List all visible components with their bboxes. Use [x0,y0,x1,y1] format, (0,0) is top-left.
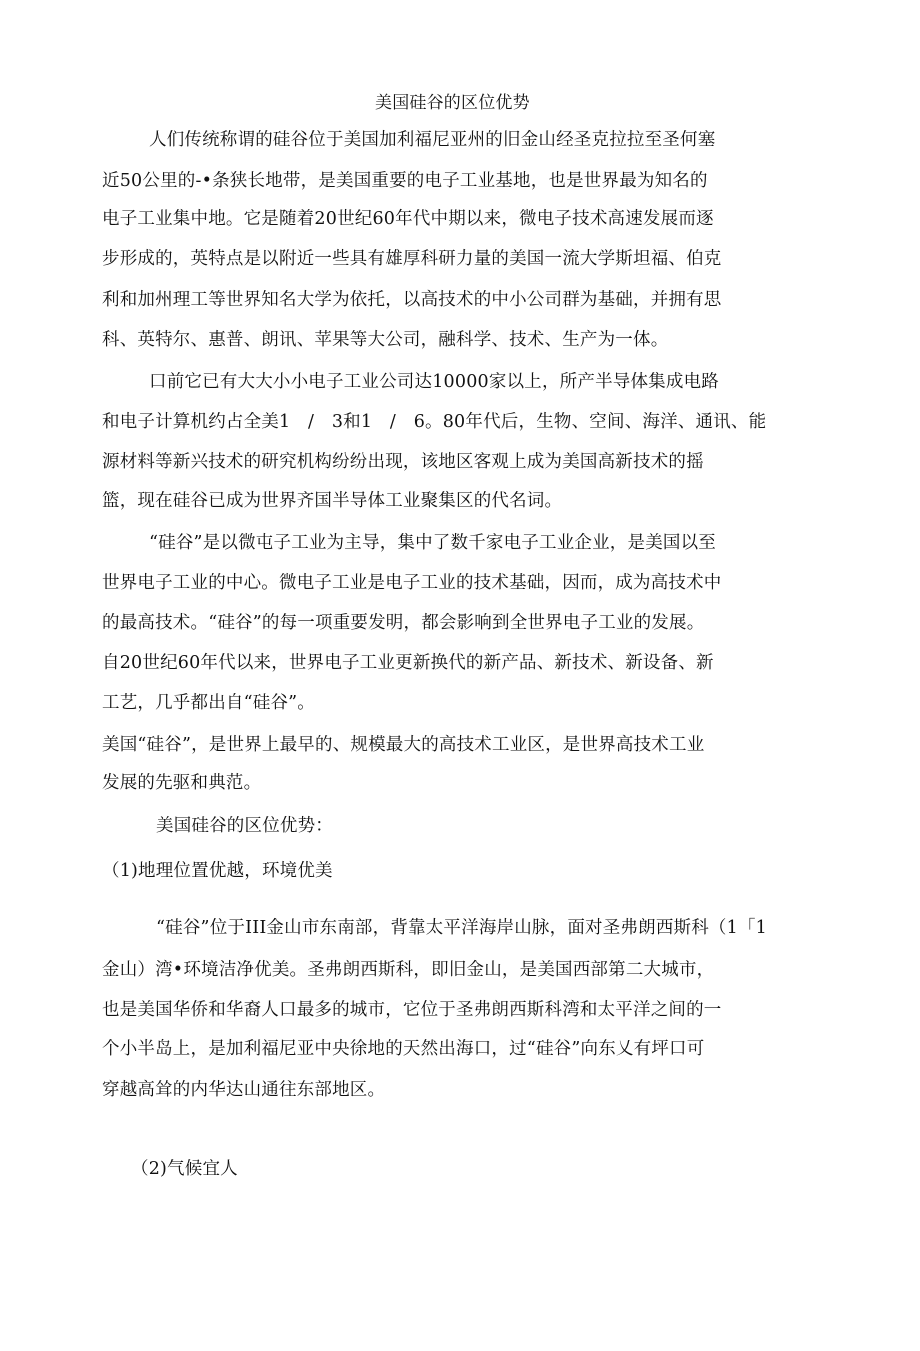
text-line: 电子工业集中地。它是随着20世纪60年代中期以来，微电子技术高速发展而逐 [102,209,714,229]
text-line: 美国“硅谷”，是世界上最早的、规模最大的高技术工业区，是世界高技术工业 [102,735,705,755]
text-line: 自20世纪60年代以来，世界电子工业更新换代的新产品、新技术、新设备、新 [102,653,714,673]
text-line: 个小半岛上，是加利福尼亚中央徐地的天然出海口，过“硅谷”向东乂有坪口可 [102,1039,705,1059]
document-title: 美国硅谷的区位优势 [375,93,530,113]
text-line: 金山）湾•环境洁净优美。圣弗朗西斯科，即旧金山，是美国西部第二大城市， [102,960,715,980]
subsection-heading: （2)气候宜人 [131,1159,238,1179]
text-line: 也是美国华侨和华裔人口最多的城市，它位于圣弗朗西斯科湾和太平洋之间的一 [102,1000,722,1020]
text-line: 口前它已有大大小小电子工业公司达10000家以上，所产半导体集成电路 [149,372,719,392]
section-heading: 美国硅谷的区位优势： [156,816,333,836]
subsection-heading: （1)地理位置优越，环境优美 [102,861,333,881]
text-line: 篮，现在硅谷已成为世界齐国半导体工业聚集区的代名词。 [102,491,563,511]
text-line: 科、英特尔、惠普、朗讯、苹果等大公司，融科学、技术、生产为一体。 [102,330,669,350]
text-line: 穿越高耸的内华达山通往东部地区。 [102,1080,386,1100]
text-line: “硅谷”位于III金山市东南部，背靠太平洋海岸山脉，面对圣弗朗西斯科（1「1 [156,918,767,938]
text-line: 人们传统称谓的硅谷位于美国加利福尼亚州的旧金山经圣克拉拉至圣何塞 [149,130,716,150]
text-line: 的最高技术。“硅谷”的每一项重要发明，都会影响到全世界电子工业的发展。 [102,613,705,633]
text-line: 和电子计算机约占全美1 / 3和1 / 6。80年代后，生物、空间、海洋、通讯、能 [102,412,767,432]
text-line: 利和加州理工等世界知名大学为依托，以高技术的中小公司群为基础，并拥有思 [102,290,722,310]
text-line: 世界电子工业的中心。微电子工业是电子工业的技术基础，因而，成为高技术中 [102,573,722,593]
text-line: 发展的先驱和典范。 [102,773,262,793]
text-line: 步形成的，英特点是以附近一些具有雄厚科研力量的美国一流大学斯坦福、伯克 [102,249,722,269]
text-line: 源材料等新兴技术的研究机构纷纷出现，该地区客观上成为美国高新技术的摇 [102,452,704,472]
text-line: 工艺，几乎都出自“硅谷”。 [102,693,315,713]
text-line: “硅谷”是以微屯子工业为主导，集中了数千家电子工业企业，是美国以至 [149,533,716,553]
text-line: 近50公里的-•条狭长地带，是美国重要的电子工业基地，也是世界最为知名的 [102,171,708,191]
